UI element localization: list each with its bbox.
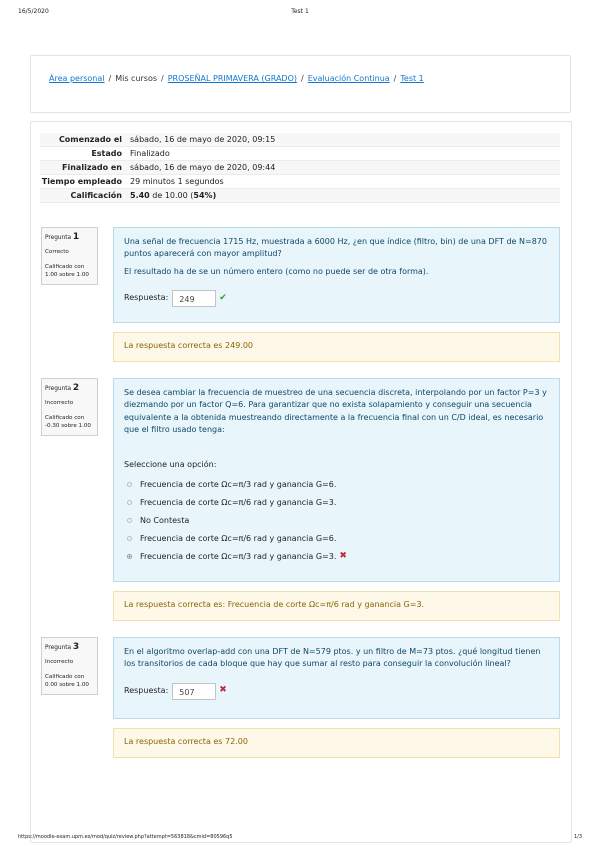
attempt-summary-table <box>40 133 560 203</box>
option-2[interactable]: Frecuencia de corte Ωc=π/6 rad y ganancia G=3. <box>124 494 549 512</box>
question-1-feedback: La respuesta correcta es 249.00 <box>113 332 560 362</box>
question-1-grade: Calificado con 1.00 sobre 1.00 <box>45 264 89 279</box>
question-1-text: Una señal de frecuencia 1715 Hz, muestrada a 6000 Hz, ¿en que índice (filtro, bin) de una DFT de N=870 puntos aparecerá con mayor amplitud? <box>124 237 547 259</box>
question-2-prompt: Seleccione una opción: <box>124 459 217 469</box>
question-1-status: Correcto <box>45 249 69 255</box>
question-2-text: Se desea cambiar la frecuencia de muestreo de una secuencia discreta, interpolando por un factor P=3 y diezmando por un factor Q=6. Para garantizar que no exista solapamiento y conseguir una secuencia equivalente a la obtenida muestreando directamente a la frecuencia final con un C/D ideal, es necesario que el filtro usado tenga: <box>124 388 547 435</box>
question-3-content: En el algoritmo overlap-add con una DFT de N=579 ptos. y un filtro de M=73 ptos. ¿qué longitud tienen los transitorios de cada bloque que hay que sumar al resto para conseguir la convolución lineal? Respuesta: 507 ✖ <box>113 637 560 719</box>
option-5-selected[interactable]: Frecuencia de corte Ωc=π/3 rad y ganancia G=3. ✖ <box>124 548 549 566</box>
option-1[interactable]: Frecuencia de corte Ωc=π/3 rad y ganancia G=6. <box>124 476 549 494</box>
breadcrumb-test[interactable]: Test 1 <box>400 74 424 83</box>
radio-button[interactable] <box>127 536 132 541</box>
question-2-info: Pregunta 2 Incorrecto Calificado con -0.30 sobre 1.00 <box>41 378 98 436</box>
breadcrumb-section[interactable]: Evaluación Continua <box>307 74 390 83</box>
print-title: Test 1 <box>291 8 309 15</box>
print-header <box>12 8 588 20</box>
breadcrumb-home[interactable]: Área personal <box>49 74 105 83</box>
breadcrumb: Área personal / Mis cursos / PROSEÑAL PRIMAVERA (GRADO) / Evaluación Continua / Test 1 <box>49 74 424 83</box>
option-4[interactable]: Frecuencia de corte Ωc=π/6 rad y ganancia G=6. <box>124 530 549 548</box>
question-1-note: El resultado ha de se un número entero (como no puede ser de otra forma). <box>124 266 429 276</box>
question-2-content <box>113 378 560 582</box>
radio-button[interactable] <box>127 518 132 523</box>
question-3-answer-input[interactable]: 507 <box>172 683 216 700</box>
radio-button-selected[interactable] <box>127 554 132 559</box>
question-2-options <box>124 476 549 566</box>
cross-icon: ✖ <box>219 685 227 696</box>
summary-row-time: Tiempo empleado 29 minutos 1 segundos <box>40 175 560 189</box>
summary-row-grade: Calificación 5.40 de 10.00 (54%) <box>40 189 560 203</box>
summary-row-state: Estado Finalizado <box>40 147 560 161</box>
cross-icon: ✖ <box>339 550 347 561</box>
radio-button[interactable] <box>127 500 132 505</box>
question-3-status: Incorrecto <box>45 659 74 665</box>
summary-row-started: Comenzado el sábado, 16 de mayo de 2020, 09:15 <box>40 133 560 147</box>
breadcrumb-courses: Mis cursos <box>115 74 158 83</box>
print-date: 16/5/2020 <box>18 8 49 15</box>
question-3-grade: Calificado con 0.00 sobre 1.00 <box>45 674 89 689</box>
question-1-info: Pregunta 1 Correcto Calificado con 1.00 sobre 1.00 <box>41 227 98 285</box>
breadcrumb-container <box>30 55 571 113</box>
print-page-number: 1/3 <box>573 834 582 840</box>
print-url: https://moodle-exam.upm.es/mod/quiz/review.php?attempt=563818&cmid=80596q5 <box>18 834 233 840</box>
check-icon: ✔ <box>219 292 227 303</box>
question-3-feedback: La respuesta correcta es 72.00 <box>113 728 560 758</box>
breadcrumb-course[interactable]: PROSEÑAL PRIMAVERA (GRADO) <box>167 74 297 83</box>
question-1-answer-input[interactable]: 249 <box>172 290 216 307</box>
question-2-grade: Calificado con -0.30 sobre 1.00 <box>45 415 91 430</box>
summary-row-finished: Finalizado en sábado, 16 de mayo de 2020, 09:44 <box>40 161 560 175</box>
question-2-feedback: La respuesta correcta es: Frecuencia de corte Ωc=π/6 rad y ganancia G=3. <box>113 591 560 621</box>
question-3-info: Pregunta 3 Incorrecto Calificado con 0.00 sobre 1.00 <box>41 637 98 695</box>
radio-button[interactable] <box>127 482 132 487</box>
question-1-content: Una señal de frecuencia 1715 Hz, muestrada a 6000 Hz, ¿en que índice (filtro, bin) de una DFT de N=870 puntos aparecerá con mayor amplitud? El resultado ha de se un número entero (como no puede ser de otra forma). Respuesta: 249 ✔ <box>113 227 560 323</box>
option-3[interactable]: No Contesta <box>124 512 549 530</box>
question-3-text: En el algoritmo overlap-add con una DFT de N=579 ptos. y un filtro de M=73 ptos. ¿qué longitud tienen los transitorios de cada bloque que hay que sumar al resto para conseguir la convolución lineal? <box>124 647 541 669</box>
question-2-status: Incorrecto <box>45 400 74 406</box>
